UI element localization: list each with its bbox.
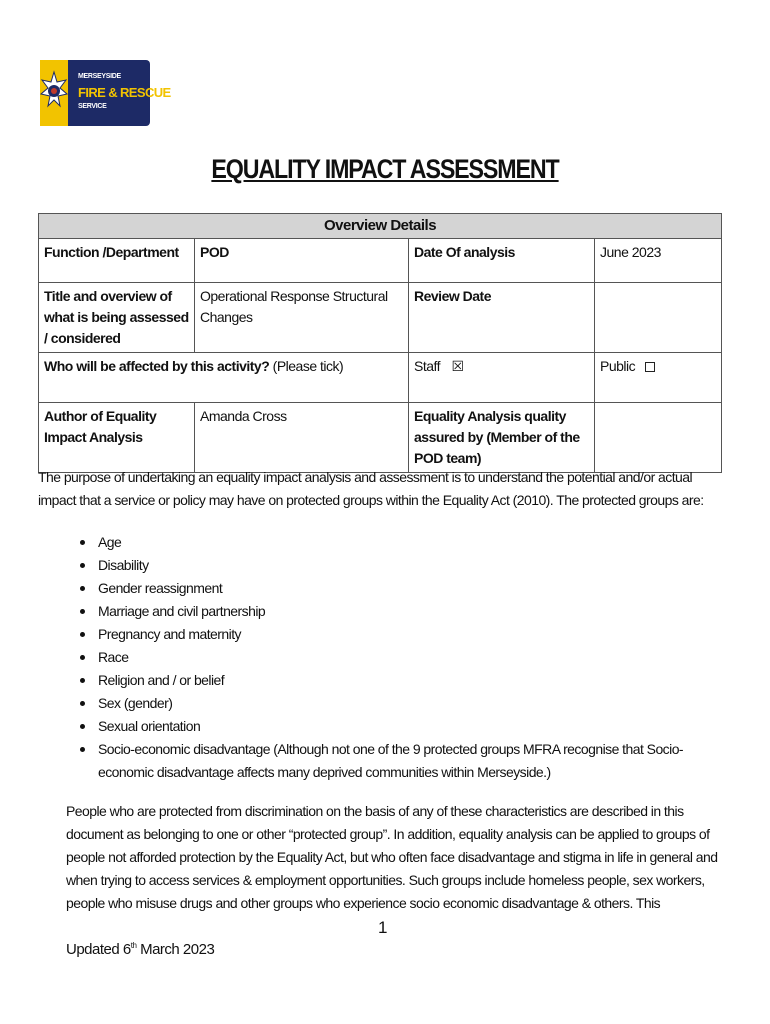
assured-value bbox=[595, 403, 722, 473]
function-value: POD bbox=[195, 239, 409, 283]
overview-table bbox=[38, 213, 722, 473]
review-date-value bbox=[595, 283, 722, 353]
list-item bbox=[80, 600, 728, 623]
protected-groups-list bbox=[80, 531, 728, 784]
bullet-icon bbox=[80, 678, 85, 683]
logo-line-1: MERSEYSIDE bbox=[78, 73, 121, 80]
title-label: Title and overview of what is being assessed / considered bbox=[39, 283, 195, 353]
list-item bbox=[80, 738, 728, 784]
author-value: Amanda Cross bbox=[195, 403, 409, 473]
logo-line-2: FIRE & RESCUE bbox=[78, 85, 171, 100]
overview-heading: Overview Details bbox=[39, 214, 722, 239]
list-item bbox=[80, 715, 728, 738]
public-checkbox[interactable] bbox=[645, 362, 655, 372]
logo-line-3: SERVICE bbox=[78, 103, 107, 110]
list-item bbox=[80, 577, 728, 600]
list-item-text: Disability bbox=[98, 557, 149, 573]
bullet-icon bbox=[80, 724, 85, 729]
bullet-icon bbox=[80, 747, 85, 752]
affected-cell bbox=[39, 353, 409, 403]
list-item bbox=[80, 692, 728, 715]
public-cell bbox=[595, 353, 722, 403]
affected-hint: (Please tick) bbox=[272, 358, 344, 374]
list-item bbox=[80, 531, 728, 554]
bullet-icon bbox=[80, 586, 85, 591]
review-date-label: Review Date bbox=[409, 283, 595, 353]
footer-sup: th bbox=[130, 941, 137, 950]
list-item-text: Marriage and civil partnership bbox=[98, 603, 266, 619]
list-item-text: Religion and / or belief bbox=[98, 672, 225, 688]
list-item bbox=[80, 646, 728, 669]
list-item-text: Sexual orientation bbox=[98, 718, 201, 734]
author-label: Author of Equality Impact Analysis bbox=[39, 403, 195, 473]
list-item-text: Socio-economic disadvantage (Although not one of the 9 protected groups MFRA recognise that Socio-economic disadvantage affects many deprived communities within Merseyside.) bbox=[98, 741, 684, 780]
public-label: Public bbox=[600, 358, 636, 374]
function-label: Function /Department bbox=[39, 239, 195, 283]
staff-label: Staff bbox=[414, 358, 441, 374]
bullet-icon bbox=[80, 540, 85, 545]
bullet-icon bbox=[80, 609, 85, 614]
assured-label: Equality Analysis quality assured by (Member of the POD team) bbox=[409, 403, 595, 473]
footer-updated bbox=[66, 941, 214, 958]
title-value: Operational Response Structural Changes bbox=[195, 283, 409, 353]
bullet-icon bbox=[80, 655, 85, 660]
list-item bbox=[80, 623, 728, 646]
list-item-text: Age bbox=[98, 534, 122, 550]
bullet-icon bbox=[80, 563, 85, 568]
date-label: Date Of analysis bbox=[409, 239, 595, 283]
footer-suffix: March 2023 bbox=[136, 941, 215, 958]
bullet-icon bbox=[80, 701, 85, 706]
list-item-text: Sex (gender) bbox=[98, 695, 173, 711]
document-title: EQUALITY IMPACT ASSESSMENT bbox=[211, 154, 559, 184]
purpose-paragraph: The purpose of undertaking an equality impact analysis and assessment is to understand the potential and/or actual impact that a service or policy may have on protected groups within the Equality Act (2010). The protected groups are: bbox=[38, 469, 704, 508]
footer-prefix: Updated 6 bbox=[66, 941, 131, 958]
staff-cell bbox=[409, 353, 595, 403]
list-item bbox=[80, 554, 728, 577]
protected-people-paragraph: People who are protected from discrimination on the basis of any of these characteristics are described in this document as belonging to one or other “protected group”. In addition, equality analysis can be applied to groups of people not afforded protection by the Equality Act, but who often face disadvantage and stigma in life in general and when trying to access services & employment opportunities. Such groups include homeless people, sex workers, people who misuse drugs and other groups who experience socio economic disadvantage & others. This bbox=[66, 803, 718, 911]
list-item-text: Race bbox=[98, 649, 129, 665]
staff-checkbox[interactable]: ☒ bbox=[451, 358, 464, 374]
affected-label: Who will be affected by this activity? bbox=[44, 358, 270, 374]
date-value: June 2023 bbox=[595, 239, 722, 283]
list-item-text: Pregnancy and maternity bbox=[98, 626, 241, 642]
mfrs-logo bbox=[40, 60, 171, 126]
list-item-text: Gender reassignment bbox=[98, 580, 223, 596]
fire-service-badge-icon bbox=[40, 60, 68, 126]
bullet-icon bbox=[80, 632, 85, 637]
page-number: 1 bbox=[378, 918, 388, 937]
list-item bbox=[80, 669, 728, 692]
